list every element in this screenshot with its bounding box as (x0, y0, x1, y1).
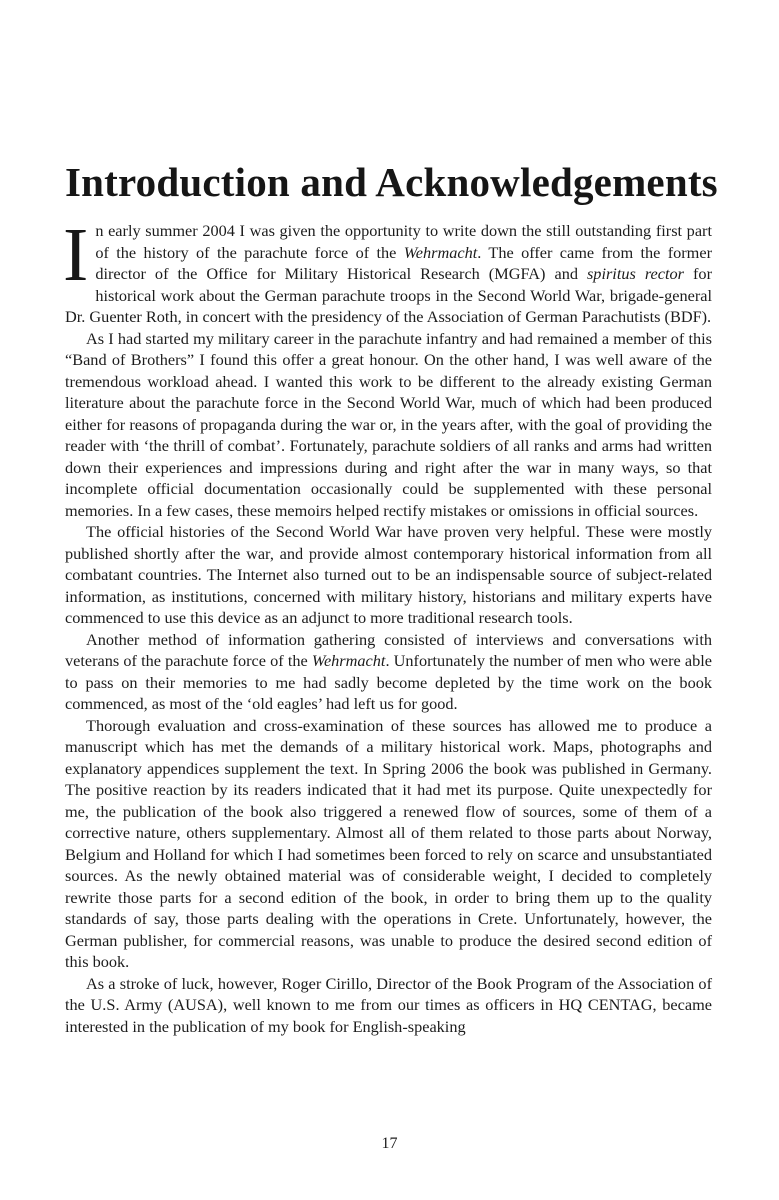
paragraph-1 (63, 213, 712, 328)
text-run: . The offer came from the former director of the Office for Military Historical Research (MGFA) and (95, 242, 712, 283)
paragraph-2: As I had started my military career in the parachute infantry and had remained a member of this “Band of Brothers” I found this offer a great honour. On the other hand, I was well aware of the tremendous workload ahead. I wanted this work to be different to the already existing German literature about the parachute force in the Second World War, much of which had been produced either for reasons of propaganda during the war or, in the years after, with the goal of providing the reader with ‘the thrill of combat’. Fortunately, parachute soldiers of all ranks and arms had written down their experiences and impressions during and right after the war in many ways, so that incomplete official documentation occasionally could be supplemented with these personal memories. In a few cases, these memoirs helped rectify mistakes or omissions in official sources. (65, 328, 712, 520)
chapter-title: Introduction and Acknowledgements (65, 159, 718, 205)
paragraph-4 (65, 629, 712, 715)
paragraph-3: The official histories of the Second World War have proven very helpful. These were mostly published shortly after the war, and provide almost contemporary historical information from all combatant countries. The Internet also turned out to be an indispensable source of subject-related information, as institutions, concerned with military history, historians and military experts have commenced to use this device as an adjunct to more traditional research tools. (65, 522, 712, 627)
italic-term: spiritus rector (586, 264, 685, 283)
text-run: . Unfortunately the number of men who were able to pass on their memories to me had sadly become depleted by the time work on the book commenced, as most of the ‘old eagles’ had left us for good. (65, 651, 712, 713)
drop-cap: I (63, 213, 89, 297)
italic-term: Wehrmacht (311, 651, 386, 670)
paragraph-5: Thorough evaluation and cross-examination of these sources has allowed me to produce a manuscript which has met the demands of a military historical work. Maps, photographs and explanatory appendices supplement the text. In Spring 2006 the book was published in Germany. The positive reaction by its readers indicated that it had met its purpose. Quite unexpectedly for me, the publication of the book also triggered a renewed flow of sources, some of them of a corrective nature, others supplementary. Almost all of them related to those parts about Norway, Belgium and Holland for which I had sometimes been forced to rely on scarce and unsubstantiated sources. As the newly obtained material was of considerable weight, I decided to completely rewrite those parts for a second edition of the book, in order to bring them up to the quality standards of say, those parts dealing with the operations in Crete. Unfortunately, however, the German publisher, for commercial reasons, was unable to produce the desired second edition of this book. (65, 715, 712, 971)
text-run: n early summer 2004 I was given the opportunity to write down the still outstanding first part of the history of the parachute force of the (95, 221, 712, 262)
text-run: for historical work about the German parachute troops in the Second World War, brigade-general Dr. Guenter Roth, in concert with the presidency of the Association of German Parachutists (BDF). (65, 264, 712, 326)
page-number: 17 (381, 1135, 398, 1152)
body-text (63, 213, 712, 1037)
italic-term: Wehrmacht (403, 242, 478, 262)
text-run: Another method of information gathering consisted of interviews and conversations with veterans of the parachute force of the (65, 629, 712, 670)
paragraph-6: As a stroke of luck, however, Roger Cirillo, Director of the Book Program of the Association of the U.S. Army (AUSA), well known to me from our times as officers in HQ CENTAG, became interested in the publication of my book for English-speaking (65, 973, 712, 1036)
